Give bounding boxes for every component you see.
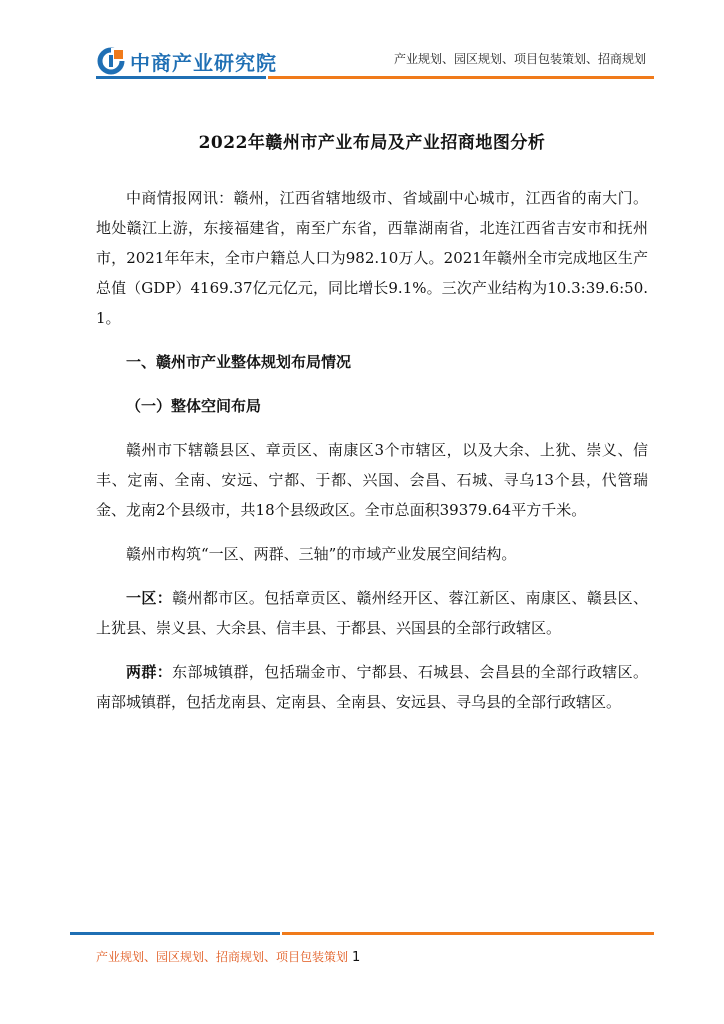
footer-text: 产业规划、园区规划、招商规划、项目包装策划 — [96, 950, 349, 964]
document-title: 2022年赣州市产业布局及产业招商地图分析 — [198, 133, 546, 153]
logo-text: 中商产业研究院 — [130, 50, 277, 75]
document-body — [96, 128, 648, 731]
company-logo — [96, 46, 277, 76]
zone-paragraph — [96, 583, 648, 643]
intro-paragraph: 中商情报网讯：赣州，江西省辖地级市、省域副中心城市，江西省的南大门。地处赣江上游，东接福建省，南至广东省，西靠湖南省，北连江西省吉安市和抚州市，2021年年末，全市户籍总人口为982.10万人。2021年赣州全市完成地区生产总值（GDP）4169.37亿元亿元，同比增长9.1%。三次产业结构为10.3:39.6:50.1。 — [96, 189, 648, 327]
section-heading: 一、赣州市产业整体规划布局情况 — [126, 353, 352, 371]
header-rule-blue — [96, 76, 266, 79]
groups-text: 东部城镇群，包括瑞金市、宁都县、石城县、会昌县的全部行政辖区。南部城镇群，包括龙南县、定南县、全南县、安远县、寻乌县的全部行政辖区。 — [96, 663, 648, 711]
page-number: 1 — [352, 950, 361, 965]
groups-paragraph — [96, 657, 648, 717]
spatial-structure-paragraph: 赣州市构筑“一区、两群、三轴”的市域产业发展空间结构。 — [126, 545, 517, 563]
logo-mark-icon — [96, 46, 126, 76]
header-rule-orange — [268, 76, 654, 79]
footer-rule-blue — [70, 932, 280, 935]
subsection-heading: （一）整体空间布局 — [126, 397, 262, 415]
zone-text: 赣州都市区。包括章贡区、赣州经开区、蓉江新区、南康区、赣县区、上犹县、崇义县、大余县、信丰县、于都县、兴国县的全部行政辖区。 — [96, 589, 648, 637]
header-tagline: 产业规划、园区规划、项目包装策划、招商规划 — [393, 52, 646, 66]
footer — [96, 948, 360, 965]
zone-lead: 一区： — [126, 589, 173, 607]
groups-lead: 两群： — [126, 663, 173, 681]
footer-rule-orange — [282, 932, 654, 935]
admin-division-paragraph: 赣州市下辖赣县区、章贡区、南康区3个市辖区，以及大余、上犹、崇义、信丰、定南、全南、安远、宁都、于都、兴国、会昌、石城、寻乌13个县，代管瑞金、龙南2个县级市，共18个县级政区。全市总面积39379.64平方千米。 — [96, 441, 648, 519]
